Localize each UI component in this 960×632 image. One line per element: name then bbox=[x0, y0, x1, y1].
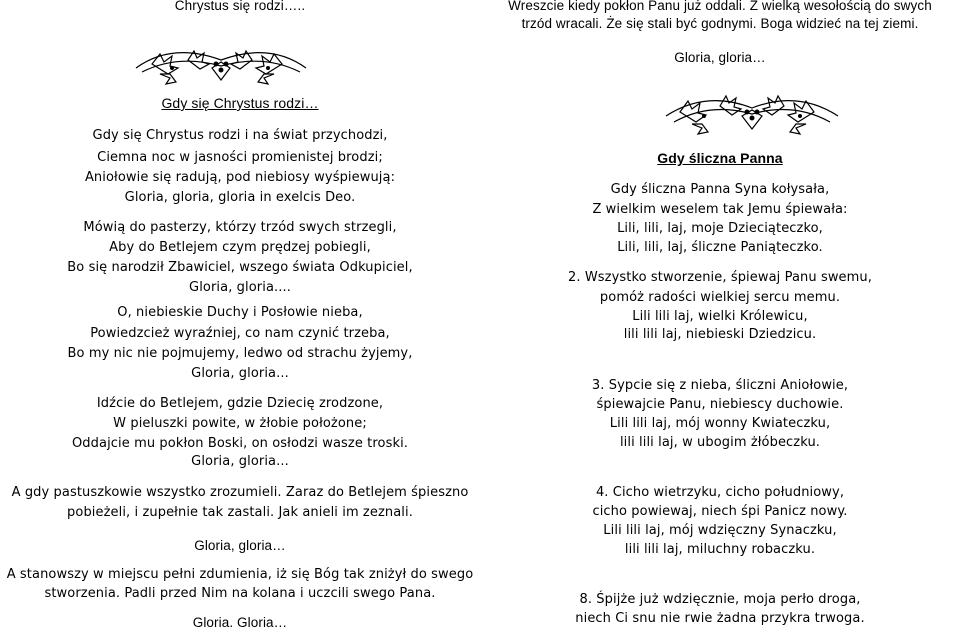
stanza-line: Lili lili laj, wielki Królewicu, bbox=[632, 309, 808, 324]
stanza-line: Gdy śliczna Panna Syna kołysała, bbox=[610, 182, 830, 197]
stanza-line: Lili lili laj, mój wdzięczny Synaczku, bbox=[603, 523, 837, 538]
left-header: Chrystus się rodzi….. bbox=[174, 0, 306, 13]
stanza-line: lili lili laj, w ubogim żłóbeczku. bbox=[619, 435, 821, 450]
song-title-left: Gdy się Chrystus rodzi… bbox=[161, 95, 319, 111]
stanza-line: Bo się narodził Zbawiciel, wszego świata Odkupiciel, bbox=[67, 260, 413, 275]
stanza-line: 2. Wszystko stworzenie, śpiewaj Panu swemu, bbox=[568, 270, 872, 285]
stanza-line: 8. Śpijże już wdzięcznie, moja perło droga, bbox=[579, 592, 861, 607]
stanza-line: Aniołowie się radują, pod niebiosy wyśpiewują: bbox=[84, 170, 396, 185]
right-header-line: trzód wracali. Że się stali być godnymi. Boga widzieć na tej ziemi. bbox=[521, 16, 919, 31]
narration-line: A stanowszy w miejscu pełni zdumienia, iż się Bóg tak zniżył do swego bbox=[6, 567, 474, 582]
stanza-line: lili lili laj, niebieski Dziedzicu. bbox=[623, 327, 817, 342]
stanza-line: Gloria, gloria.... bbox=[189, 280, 291, 295]
stanza-line: śpiewajcie Panu, niebiescy duchowie. bbox=[596, 397, 844, 412]
stanza-line: Ciemna noc w jasności promienistej brodzi; bbox=[97, 150, 383, 165]
stanza-line: Lili, lili, laj, moje Dzieciąteczko, bbox=[617, 221, 823, 236]
stanza-line: lili lili laj, miluchny robaczku. bbox=[624, 542, 816, 557]
stanza-line: O, niebieskie Duchy i Posłowie nieba, bbox=[117, 305, 363, 320]
narration-line: pobieżeli, i zupełnie tak zastali. Jak anieli im zeznali. bbox=[67, 505, 413, 520]
narration-line: A gdy pastuszkowie wszystko zrozumieli. Zaraz do Betlejem śpieszno bbox=[11, 485, 469, 500]
song-title-right: Gdy śliczna Panna bbox=[657, 150, 783, 166]
stanza-line: Mówią do pasterzy, którzy trzód swych strzegli, bbox=[83, 220, 397, 235]
stanza-line: Gloria, gloria, gloria in exelcis Deo. bbox=[124, 190, 356, 205]
stanza-line: Gloria, gloria... bbox=[191, 366, 289, 381]
stanza-line: Gloria, gloria... bbox=[191, 454, 289, 469]
narration-line: stworzenia. Padli przed Nim na kolana i uczcili swego Pana. bbox=[44, 586, 436, 601]
stanza-line: Bo my nic nie pojmujemy, ledwo od strachu żyjemy, bbox=[67, 346, 413, 361]
stanza-line: Oddajcie mu pokłon Boski, on osłodzi wasze troski. bbox=[71, 436, 409, 451]
stanza-line: Lili lili laj, mój wonny Kwiateczku, bbox=[609, 416, 831, 431]
right-gloria: Gloria, gloria… bbox=[674, 50, 766, 65]
stanza-line: Lili, lili, laj, śliczne Paniąteczko. bbox=[617, 240, 823, 255]
stanza-line: Idźcie do Betlejem, gdzie Dziecię zrodzone, bbox=[96, 396, 384, 411]
right-column bbox=[480, 0, 960, 632]
stanza-line: 4. Cicho wietrzyku, cicho południowy, bbox=[595, 485, 845, 500]
stanza-line: pomóż radości wielkiej sercu memu. bbox=[599, 290, 841, 305]
stanza-line: niech Ci snu nie rwie żadna przykra trwoga. bbox=[575, 611, 865, 626]
stanza-line: 3. Sypcie się z nieba, śliczni Aniołowie, bbox=[591, 378, 849, 393]
stanza-line: Powiedzcież wyraźniej, co nam czynić trzeba, bbox=[90, 326, 390, 341]
stanza-line: Aby do Betlejem czym prędzej pobiegli, bbox=[109, 240, 371, 255]
stanza-line: cicho powiewaj, niech śpi Panicz nowy. bbox=[592, 504, 848, 519]
narration-line: Gloria, gloria… bbox=[194, 538, 286, 553]
right-header-line: Wreszcie kiedy pokłon Panu już oddali. Z wielką wesołością do swych bbox=[508, 0, 932, 13]
narration-line: Gloria. Gloria… bbox=[192, 615, 288, 630]
stanza-line: Z wielkim weselem tak Jemu śpiewała: bbox=[592, 202, 848, 217]
holly-ornament-icon bbox=[132, 38, 310, 86]
holly-ornament-icon bbox=[662, 82, 842, 136]
stanza-line: Gdy się Chrystus rodzi i na świat przychodzi, bbox=[92, 128, 388, 143]
stanza-line: W pieluszki powite, w żłobie położone; bbox=[113, 416, 367, 431]
